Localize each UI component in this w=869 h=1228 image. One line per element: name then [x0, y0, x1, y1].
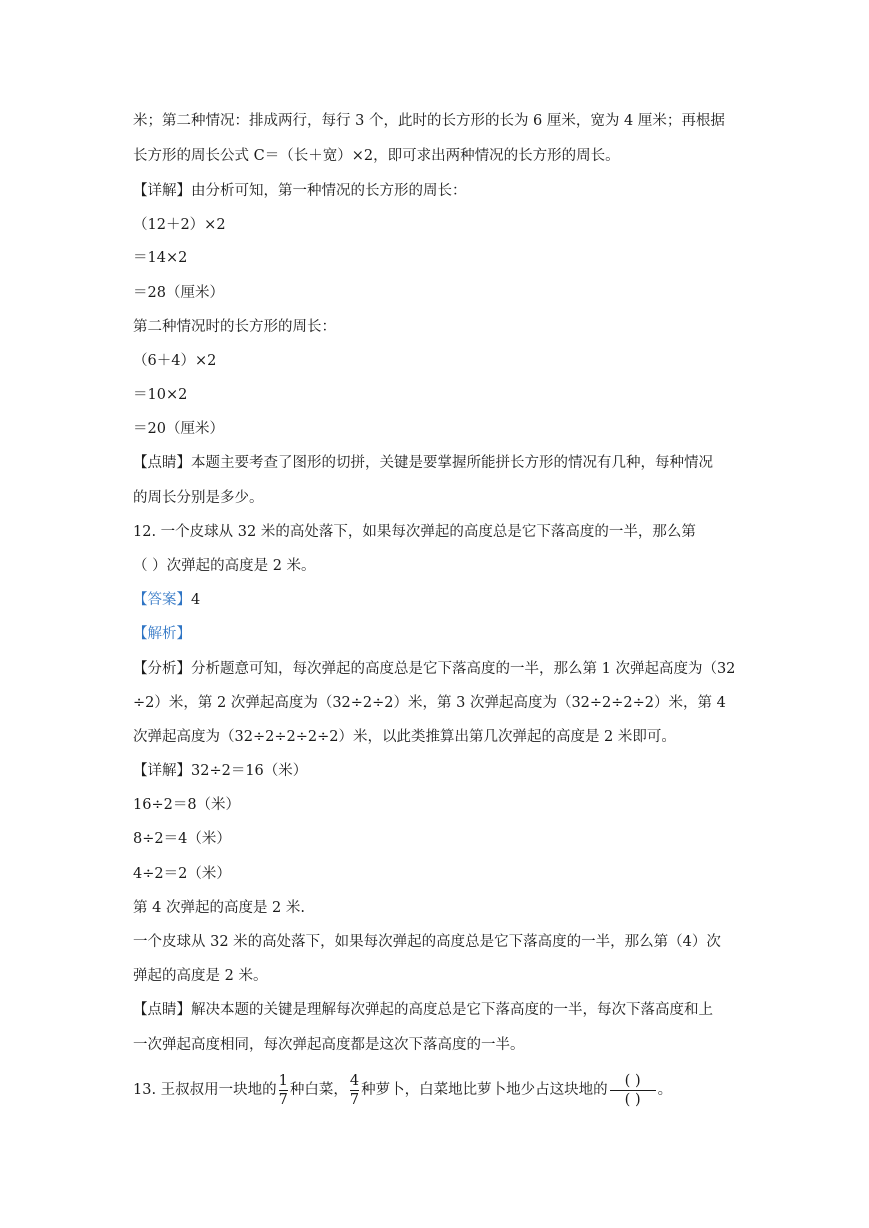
blank-numerator: ( ) — [624, 1072, 641, 1089]
fraction-numerator: 1 — [278, 1072, 288, 1089]
answer-blank-fraction — [610, 1073, 656, 1108]
answer-line — [133, 590, 200, 610]
answer-label: 【答案】 — [133, 592, 191, 608]
question-12-blank-line: （ ）次弹起的高度是 2 米。 — [133, 558, 316, 574]
text-line: 第 4 次弹起的高度是 2 米. — [133, 900, 305, 916]
text-line: 弹起的高度是 2 米。 — [133, 968, 268, 984]
question-13 — [133, 1072, 672, 1108]
q13-prefix: 13. 王叔叔用一块地的 — [133, 1082, 277, 1098]
q13-mid2: 种萝卜，白菜地比萝卜地少占这块地的 — [361, 1082, 608, 1098]
text-line: 【分析】分析题意可知，每次弹起的高度总是它下落高度的一半，那么第 1 次弹起高度为（32 — [133, 661, 736, 677]
text-line: ＝14×2 — [133, 250, 188, 266]
text-line: 一个皮球从 32 米的高处落下，如果每次弹起的高度总是它下落高度的一半，那么第（4）次 — [133, 934, 721, 950]
text-line: 【点睛】本题主要考查了图形的切拼，关键是要掌握所能拼长方形的情况有几种，每种情况 — [133, 455, 713, 471]
text-line: ＝28（厘米） — [133, 285, 224, 301]
fraction-numerator: 4 — [349, 1072, 360, 1089]
text-line: 米；第二种情况：排成两行，每行 3 个，此时的长方形的长为 6 厘米，宽为 4 厘米；再根据 — [133, 113, 725, 129]
text-line: 长方形的周长公式 C＝（长＋宽）×2，即可求出两种情况的长方形的周长。 — [133, 148, 620, 164]
text-line: 一次弹起高度相同，每次弹起高度都是这次下落高度的一半。 — [133, 1037, 525, 1053]
text-line: 第二种情况时的长方形的周长： — [133, 319, 336, 335]
q13-suffix: 。 — [657, 1082, 673, 1098]
text-line: ＝20（厘米） — [133, 421, 224, 437]
question-12: 12. 一个皮球从 32 米的高处落下，如果每次弹起的高度总是它下落高度的一半，那么第 — [133, 524, 696, 540]
text-line: 的周长分别是多少。 — [133, 490, 264, 506]
fraction-denominator: 7 — [278, 1091, 288, 1108]
text-line: （12＋2）×2 — [133, 217, 226, 233]
text-line: 【详解】由分析可知，第一种情况的长方形的周长： — [133, 183, 467, 199]
answer-value: 4 — [191, 592, 201, 608]
text-line: 【详解】32÷2＝16（米） — [133, 763, 308, 779]
text-line: （6＋4）×2 — [133, 353, 217, 369]
text-line: ＝10×2 — [133, 387, 188, 403]
text-line: 8÷2＝4（米） — [133, 831, 231, 847]
q13-mid1: 种白菜， — [289, 1082, 348, 1098]
blank-denominator: ( ) — [624, 1091, 641, 1108]
text-line: ÷2）米，第 2 次弹起高度为（32÷2÷2）米，第 3 次弹起高度为（32÷2÷2÷2）米，第 4 — [133, 695, 726, 711]
fraction-one-seventh — [279, 1073, 288, 1108]
fraction-four-sevenths — [350, 1073, 359, 1108]
text-line: 16÷2＝8（米） — [133, 797, 241, 813]
analysis-label: 【解析】 — [133, 626, 191, 642]
text-line: 次弹起高度为（32÷2÷2÷2÷2）米，以此类推算出第几次弹起的高度是 2 米即可。 — [133, 729, 676, 745]
text-line: 4÷2＝2（米） — [133, 866, 231, 882]
text-line: 【点睛】解决本题的关键是理解每次弹起的高度总是它下落高度的一半，每次下落高度和上 — [133, 1002, 713, 1018]
fraction-denominator: 7 — [349, 1091, 360, 1108]
